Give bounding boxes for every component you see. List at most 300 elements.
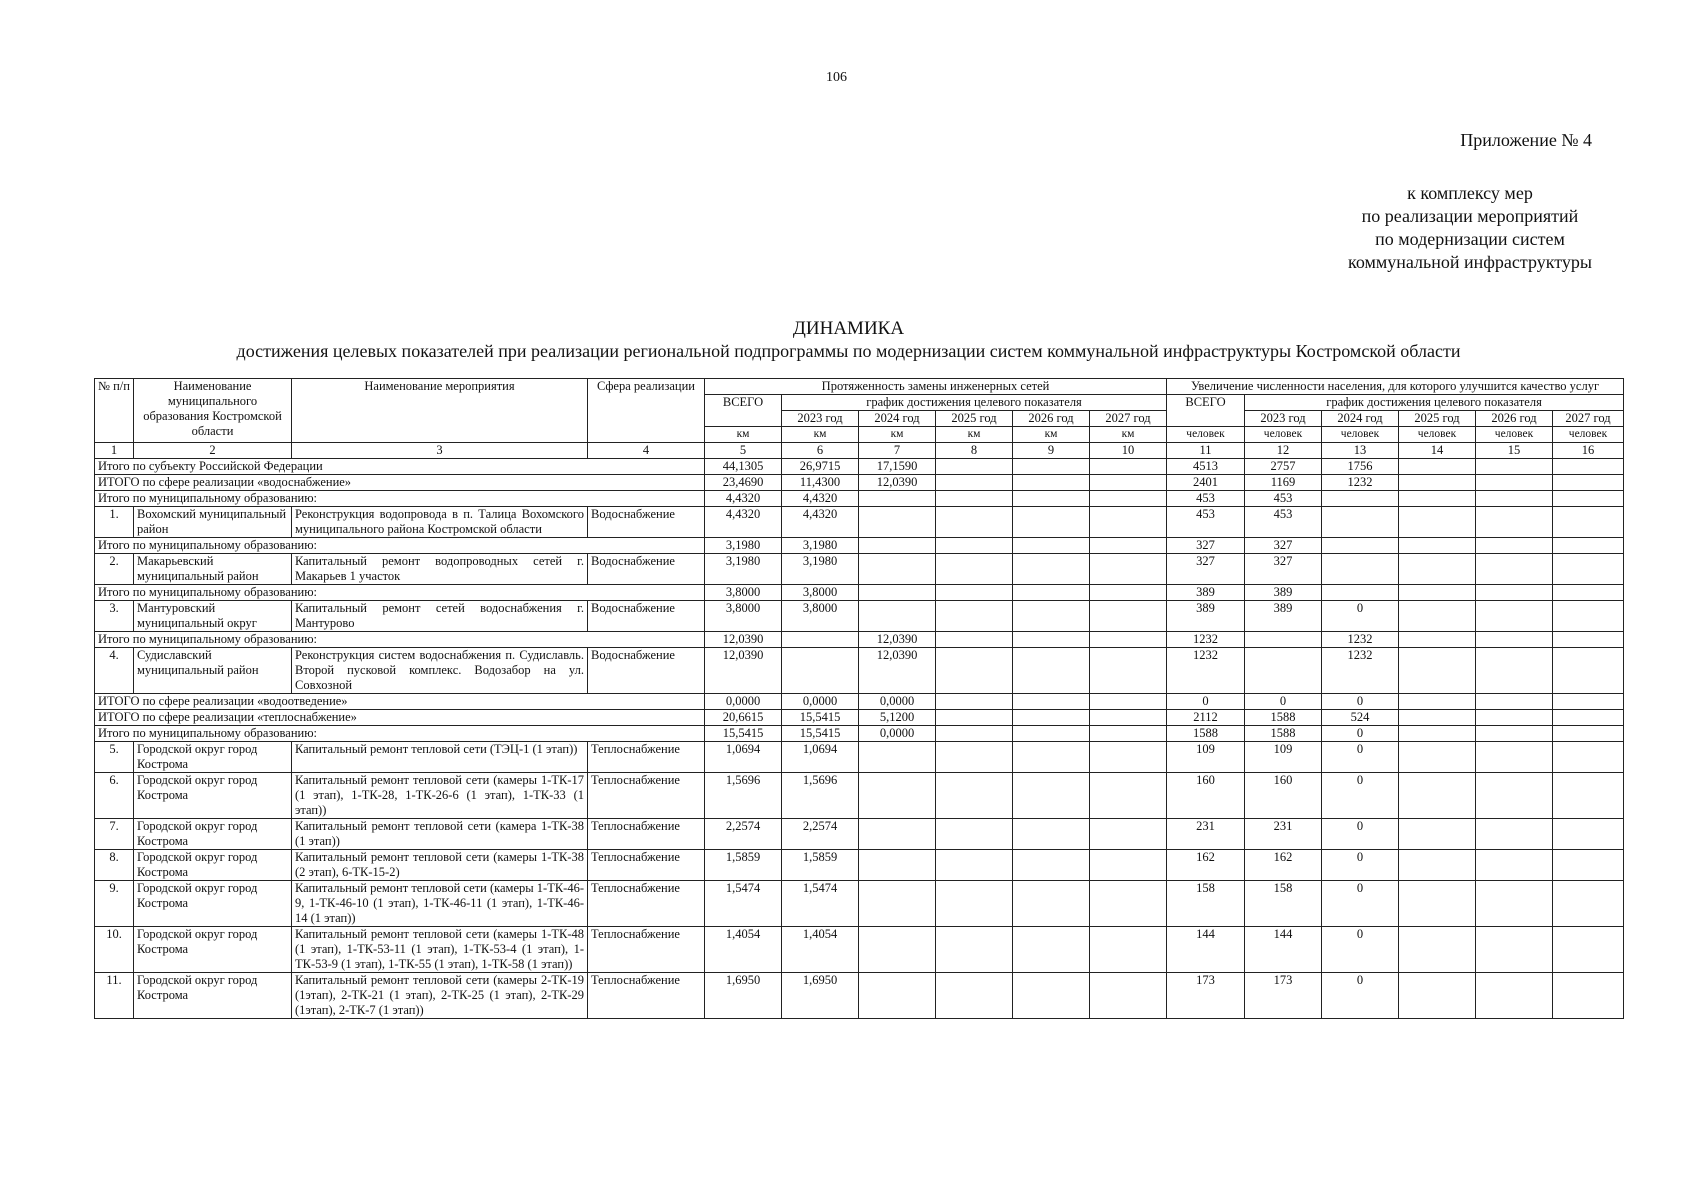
total-rf-row-km-empty xyxy=(1090,459,1167,475)
total-heat-row-km: 15,5415 xyxy=(782,710,859,726)
row-people: 0 xyxy=(1322,850,1399,881)
row-people-empty xyxy=(1476,973,1553,1019)
municipality-total-row-km: 3,8000 xyxy=(705,585,782,601)
row-people-empty xyxy=(1553,973,1624,1019)
total-water-row-people: 1169 xyxy=(1245,475,1322,491)
unit-people: человек xyxy=(1553,427,1624,443)
municipality-total-row-people: 389 xyxy=(1245,585,1322,601)
unit-km: км xyxy=(1090,427,1167,443)
row-km-empty xyxy=(1090,850,1167,881)
row-measure: Капитальный ремонт тепловой сети (камеры 2-ТК-19 (1этап), 2-ТК-21 (1 этап), 2-ТК-25 (1 этап), 2-ТК-29 (1этап), 2-ТК-7 (1 этап)) xyxy=(292,973,588,1019)
municipality-total-row-people-empty xyxy=(1553,585,1624,601)
row-number: 4. xyxy=(95,648,134,694)
row-municipality: Городской округ город Кострома xyxy=(134,742,292,773)
row-km: 3,1980 xyxy=(782,554,859,585)
row-km: 12,0390 xyxy=(705,648,782,694)
row-people: 1232 xyxy=(1167,648,1245,694)
table-row xyxy=(95,742,1624,773)
column-number: 3 xyxy=(292,443,588,459)
municipality-total-row-km: 0,0000 xyxy=(859,726,936,742)
row-km-empty xyxy=(1090,742,1167,773)
header-km-schedule: график достижения целевого показателя xyxy=(782,395,1167,411)
row-measure: Капитальный ремонт тепловой сети (камеры 1-ТК-38 (2 этап), 6-ТК-15-2) xyxy=(292,850,588,881)
row-km: 1,5474 xyxy=(705,881,782,927)
row-people-empty xyxy=(1476,927,1553,973)
row-people-empty xyxy=(1553,601,1624,632)
row-people: 160 xyxy=(1245,773,1322,819)
unit-people: человек xyxy=(1399,427,1476,443)
municipality-total-row-km xyxy=(859,585,936,601)
row-km: 3,8000 xyxy=(705,601,782,632)
row-people-empty xyxy=(1476,507,1553,538)
municipality-total-row-km: 4,4320 xyxy=(782,491,859,507)
row-km-empty xyxy=(1090,973,1167,1019)
row-km: 1,5859 xyxy=(782,850,859,881)
row-km xyxy=(859,773,936,819)
column-number: 15 xyxy=(1476,443,1553,459)
column-number: 5 xyxy=(705,443,782,459)
total-sewer-row-km-empty xyxy=(1090,694,1167,710)
total-water-row-people-empty xyxy=(1553,475,1624,491)
row-people-empty xyxy=(1399,648,1476,694)
row-km: 1,6950 xyxy=(782,973,859,1019)
municipality-total-row-label: Итого по муниципальному образованию: xyxy=(95,538,705,554)
row-km-empty xyxy=(1090,648,1167,694)
row-people: 0 xyxy=(1322,601,1399,632)
row-measure: Капитальный ремонт тепловой сети (камера 1-ТК-38 (1 этап)) xyxy=(292,819,588,850)
municipality-total-row-km-empty xyxy=(1013,726,1090,742)
row-people: 0 xyxy=(1322,927,1399,973)
total-water-row-label: ИТОГО по сфере реализации «водоснабжение» xyxy=(95,475,705,491)
total-water-row-km-empty xyxy=(1090,475,1167,491)
row-number: 9. xyxy=(95,881,134,927)
column-number: 1 xyxy=(95,443,134,459)
header-year: 2026 год xyxy=(1476,411,1553,427)
row-measure: Реконструкция систем водоснабжения п. Судиславль. Второй пусковой комплекс. Водозабор на ул. Совхозной xyxy=(292,648,588,694)
row-km: 1,5474 xyxy=(782,881,859,927)
row-km-empty xyxy=(1013,742,1090,773)
row-people: 231 xyxy=(1167,819,1245,850)
municipality-total-row-people xyxy=(1322,585,1399,601)
row-km xyxy=(782,648,859,694)
row-number: 8. xyxy=(95,850,134,881)
row-number: 7. xyxy=(95,819,134,850)
total-sewer-row-people-empty xyxy=(1399,694,1476,710)
header-people-schedule: график достижения целевого показателя xyxy=(1245,395,1624,411)
total-rf-row-people-empty xyxy=(1476,459,1553,475)
row-km-empty xyxy=(1013,507,1090,538)
row-km: 3,1980 xyxy=(705,554,782,585)
municipality-total-row-km-empty xyxy=(936,585,1013,601)
row-people: 109 xyxy=(1245,742,1322,773)
total-heat-row-km: 20,6615 xyxy=(705,710,782,726)
municipality-total-row-people xyxy=(1322,491,1399,507)
appendix-title: Приложение № 4 xyxy=(1460,130,1592,150)
row-km-empty xyxy=(936,773,1013,819)
unit-km: км xyxy=(1013,427,1090,443)
total-sewer-row-km-empty xyxy=(1013,694,1090,710)
row-km xyxy=(859,927,936,973)
total-rf-row xyxy=(95,459,1624,475)
row-km-empty xyxy=(1090,881,1167,927)
row-km-empty xyxy=(1013,850,1090,881)
row-number: 3. xyxy=(95,601,134,632)
municipality-total-row-km: 3,1980 xyxy=(782,538,859,554)
table-row xyxy=(95,601,1624,632)
total-rf-row-km: 44,1305 xyxy=(705,459,782,475)
column-number: 7 xyxy=(859,443,936,459)
municipality-total-row-people-empty xyxy=(1476,538,1553,554)
table-row xyxy=(95,927,1624,973)
header-measure: Наименование мероприятия xyxy=(292,379,588,443)
row-km-empty xyxy=(936,601,1013,632)
unit-people: человек xyxy=(1476,427,1553,443)
row-km-empty xyxy=(936,507,1013,538)
total-rf-row-km-empty xyxy=(936,459,1013,475)
row-km-empty xyxy=(1013,601,1090,632)
municipality-total-row xyxy=(95,632,1624,648)
row-people: 389 xyxy=(1167,601,1245,632)
row-people: 1232 xyxy=(1322,648,1399,694)
row-people: 173 xyxy=(1245,973,1322,1019)
unit-km: км xyxy=(782,427,859,443)
column-number: 11 xyxy=(1167,443,1245,459)
row-km-empty xyxy=(1013,773,1090,819)
municipality-total-row-km-empty xyxy=(1013,585,1090,601)
column-number: 2 xyxy=(134,443,292,459)
row-number: 1. xyxy=(95,507,134,538)
row-km-empty xyxy=(936,554,1013,585)
row-km-empty xyxy=(936,742,1013,773)
row-people: 109 xyxy=(1167,742,1245,773)
total-sewer-row-km: 0,0000 xyxy=(782,694,859,710)
row-km: 12,0390 xyxy=(859,648,936,694)
total-rf-row-km: 17,1590 xyxy=(859,459,936,475)
total-heat-row-km-empty xyxy=(936,710,1013,726)
row-km: 4,4320 xyxy=(782,507,859,538)
total-heat-row-label: ИТОГО по сфере реализации «теплоснабжение» xyxy=(95,710,705,726)
row-km-empty xyxy=(1013,648,1090,694)
column-number: 4 xyxy=(588,443,705,459)
row-km-empty xyxy=(936,927,1013,973)
header-municipality: Наименование муниципального образования Костромской области xyxy=(134,379,292,443)
row-measure: Капитальный ремонт водопроводных сетей г. Макарьев 1 участок xyxy=(292,554,588,585)
row-municipality: Макарьевский муниципальный район xyxy=(134,554,292,585)
municipality-total-row-people: 1588 xyxy=(1167,726,1245,742)
municipality-total-row-km xyxy=(782,632,859,648)
row-people-empty xyxy=(1476,819,1553,850)
row-number: 2. xyxy=(95,554,134,585)
row-sphere: Водоснабжение xyxy=(588,507,705,538)
row-km xyxy=(859,554,936,585)
unit-people: человек xyxy=(1167,427,1245,443)
row-km-empty xyxy=(936,850,1013,881)
municipality-total-row-km xyxy=(859,491,936,507)
municipality-total-row-people-empty xyxy=(1553,726,1624,742)
municipality-total-row-km-empty xyxy=(1013,632,1090,648)
row-number: 6. xyxy=(95,773,134,819)
table-row xyxy=(95,881,1624,927)
row-people-empty xyxy=(1476,881,1553,927)
table-body xyxy=(95,459,1624,1019)
municipality-total-row-people: 0 xyxy=(1322,726,1399,742)
appendix-subtitle: к комплексу мер по реализации мероприятий по модернизации систем коммунальной инфраструктуры xyxy=(1348,183,1592,272)
municipality-total-row-km: 12,0390 xyxy=(859,632,936,648)
total-heat-row xyxy=(95,710,1624,726)
row-sphere: Теплоснабжение xyxy=(588,773,705,819)
row-measure: Капитальный ремонт тепловой сети (камеры 1-ТК-48 (1 этап), 1-ТК-53-11 (1 этап), 1-ТК-53-4 (1 этап), 1-ТК-53-9 (1 этап), 1-ТК-55 (1 этап), 1-ТК-58 (1 этап)) xyxy=(292,927,588,973)
column-number: 12 xyxy=(1245,443,1322,459)
municipality-total-row-km-empty xyxy=(1090,726,1167,742)
row-km-empty xyxy=(936,881,1013,927)
row-km-empty xyxy=(1013,927,1090,973)
total-sewer-row-km-empty xyxy=(936,694,1013,710)
total-water-row-km: 11,4300 xyxy=(782,475,859,491)
row-km: 3,8000 xyxy=(782,601,859,632)
row-people-empty xyxy=(1399,819,1476,850)
total-water-row xyxy=(95,475,1624,491)
row-people-empty xyxy=(1399,973,1476,1019)
municipality-total-row-people-empty xyxy=(1399,538,1476,554)
row-people-empty xyxy=(1476,742,1553,773)
municipality-total-row-people-empty xyxy=(1553,632,1624,648)
row-people xyxy=(1322,554,1399,585)
row-km xyxy=(859,881,936,927)
document-subtitle: достижения целевых показателей при реализации региональной подпрограммы по модернизации систем коммунальной инфраструктуры Костромской области xyxy=(236,341,1461,361)
municipality-total-row-people: 1232 xyxy=(1322,632,1399,648)
header-sphere: Сфера реализации xyxy=(588,379,705,443)
row-number: 11. xyxy=(95,973,134,1019)
dynamics-table xyxy=(94,378,1624,1019)
row-municipality: Городской округ город Кострома xyxy=(134,927,292,973)
table-row xyxy=(95,648,1624,694)
row-km-empty xyxy=(936,973,1013,1019)
total-rf-row-people: 4513 xyxy=(1167,459,1245,475)
row-people-empty xyxy=(1553,507,1624,538)
total-water-row-people-empty xyxy=(1476,475,1553,491)
row-km-empty xyxy=(1013,973,1090,1019)
row-municipality: Городской округ город Кострома xyxy=(134,819,292,850)
total-sewer-row-people: 0 xyxy=(1322,694,1399,710)
row-people-empty xyxy=(1476,773,1553,819)
total-water-row-people: 1232 xyxy=(1322,475,1399,491)
row-km: 1,0694 xyxy=(782,742,859,773)
row-km: 1,5696 xyxy=(782,773,859,819)
municipality-total-row-people: 1588 xyxy=(1245,726,1322,742)
total-sewer-row-label: ИТОГО по сфере реализации «водоотведение» xyxy=(95,694,705,710)
row-people-empty xyxy=(1399,850,1476,881)
row-km xyxy=(859,819,936,850)
municipality-total-row-km-empty xyxy=(1090,632,1167,648)
municipality-total-row-people-empty xyxy=(1399,585,1476,601)
row-people-empty xyxy=(1476,850,1553,881)
row-people: 0 xyxy=(1322,773,1399,819)
row-municipality: Городской округ город Кострома xyxy=(134,881,292,927)
header-year: 2027 год xyxy=(1553,411,1624,427)
total-sewer-row-km: 0,0000 xyxy=(705,694,782,710)
row-people-empty xyxy=(1553,773,1624,819)
row-people-empty xyxy=(1553,554,1624,585)
unit-people: человек xyxy=(1322,427,1399,443)
row-people xyxy=(1322,507,1399,538)
row-people: 173 xyxy=(1167,973,1245,1019)
municipality-total-row-label: Итого по муниципальному образованию: xyxy=(95,585,705,601)
municipality-total-row-people: 327 xyxy=(1167,538,1245,554)
row-km xyxy=(859,601,936,632)
row-people-empty xyxy=(1553,819,1624,850)
header-year: 2027 год xyxy=(1090,411,1167,427)
municipality-total-row-km-empty xyxy=(1013,491,1090,507)
row-people-empty xyxy=(1553,881,1624,927)
row-km-empty xyxy=(1013,819,1090,850)
row-sphere: Водоснабжение xyxy=(588,601,705,632)
row-km: 2,2574 xyxy=(705,819,782,850)
total-heat-row-people: 2112 xyxy=(1167,710,1245,726)
row-people: 162 xyxy=(1167,850,1245,881)
total-rf-row-people-empty xyxy=(1399,459,1476,475)
row-sphere: Теплоснабжение xyxy=(588,973,705,1019)
column-number: 13 xyxy=(1322,443,1399,459)
row-people-empty xyxy=(1399,881,1476,927)
total-rf-row-km: 26,9715 xyxy=(782,459,859,475)
table-row xyxy=(95,773,1624,819)
municipality-total-row-km-empty xyxy=(1013,538,1090,554)
municipality-total-row xyxy=(95,538,1624,554)
municipality-total-row-people xyxy=(1245,632,1322,648)
header-year: 2024 год xyxy=(1322,411,1399,427)
total-rf-row-people-empty xyxy=(1553,459,1624,475)
municipality-total-row-people: 1232 xyxy=(1167,632,1245,648)
total-water-row-people: 2401 xyxy=(1167,475,1245,491)
row-people-empty xyxy=(1399,927,1476,973)
municipality-total-row-people-empty xyxy=(1553,491,1624,507)
total-heat-row-km-empty xyxy=(1090,710,1167,726)
row-people: 144 xyxy=(1167,927,1245,973)
row-people-empty xyxy=(1399,507,1476,538)
total-heat-row-people-empty xyxy=(1399,710,1476,726)
column-number: 6 xyxy=(782,443,859,459)
municipality-total-row-km-empty xyxy=(936,538,1013,554)
header-year: 2023 год xyxy=(1245,411,1322,427)
row-km xyxy=(859,850,936,881)
total-rf-row-label: Итого по субъекту Российской Федерации xyxy=(95,459,705,475)
header-year: 2023 год xyxy=(782,411,859,427)
total-rf-row-people: 1756 xyxy=(1322,459,1399,475)
table-row xyxy=(95,819,1624,850)
row-people: 327 xyxy=(1245,554,1322,585)
municipality-total-row-people: 453 xyxy=(1167,491,1245,507)
row-sphere: Теплоснабжение xyxy=(588,881,705,927)
row-km-empty xyxy=(1090,507,1167,538)
document-title: ДИНАМИКА xyxy=(792,318,905,339)
row-people-empty xyxy=(1399,742,1476,773)
municipality-total-row-km-empty xyxy=(1090,491,1167,507)
row-km-empty xyxy=(1090,819,1167,850)
row-km-empty xyxy=(1013,554,1090,585)
row-km: 1,5859 xyxy=(705,850,782,881)
row-sphere: Водоснабжение xyxy=(588,554,705,585)
row-km-empty xyxy=(1090,601,1167,632)
header-year: 2025 год xyxy=(1399,411,1476,427)
header-year: 2024 год xyxy=(859,411,936,427)
total-water-row-km: 12,0390 xyxy=(859,475,936,491)
row-km-empty xyxy=(936,819,1013,850)
municipality-total-row-people-empty xyxy=(1399,491,1476,507)
row-measure: Капитальный ремонт тепловой сети (камеры 1-ТК-46-9, 1-ТК-46-10 (1 этап), 1-ТК-46-11 (1 этап), 1-ТК-46-14 (1 этап)) xyxy=(292,881,588,927)
row-people: 389 xyxy=(1245,601,1322,632)
total-rf-row-people: 2757 xyxy=(1245,459,1322,475)
municipality-total-row-label: Итого по муниципальному образованию: xyxy=(95,632,705,648)
row-sphere: Теплоснабжение xyxy=(588,927,705,973)
header-people-total: ВСЕГО xyxy=(1167,395,1245,427)
row-km-empty xyxy=(1090,927,1167,973)
row-km: 4,4320 xyxy=(705,507,782,538)
row-measure: Капитальный ремонт сетей водоснабжения г. Мантурово xyxy=(292,601,588,632)
municipality-total-row-km: 4,4320 xyxy=(705,491,782,507)
header-year: 2026 год xyxy=(1013,411,1090,427)
column-number: 10 xyxy=(1090,443,1167,459)
row-people: 231 xyxy=(1245,819,1322,850)
municipality-total-row-people-empty xyxy=(1476,585,1553,601)
total-water-row-km-empty xyxy=(936,475,1013,491)
municipality-total-row-people: 389 xyxy=(1167,585,1245,601)
row-people-empty xyxy=(1476,554,1553,585)
row-people: 0 xyxy=(1322,973,1399,1019)
row-people: 0 xyxy=(1322,819,1399,850)
total-water-row-people-empty xyxy=(1399,475,1476,491)
row-km-empty xyxy=(1090,773,1167,819)
total-sewer-row-people-empty xyxy=(1553,694,1624,710)
municipality-total-row-km-empty xyxy=(936,491,1013,507)
row-km: 1,6950 xyxy=(705,973,782,1019)
municipality-total-row-km: 15,5415 xyxy=(782,726,859,742)
row-sphere: Теплоснабжение xyxy=(588,742,705,773)
municipality-total-row-km: 15,5415 xyxy=(705,726,782,742)
header-population-group: Увеличение численности населения, для которого улучшится качество услуг xyxy=(1167,379,1624,395)
row-people-empty xyxy=(1399,554,1476,585)
column-number: 8 xyxy=(936,443,1013,459)
unit-km: км xyxy=(936,427,1013,443)
row-people: 162 xyxy=(1245,850,1322,881)
unit-people: человек xyxy=(1245,427,1322,443)
row-people: 158 xyxy=(1167,881,1245,927)
municipality-total-row-people-empty xyxy=(1553,538,1624,554)
total-sewer-row xyxy=(95,694,1624,710)
municipality-total-row-km: 3,1980 xyxy=(705,538,782,554)
row-people-empty xyxy=(1553,742,1624,773)
municipality-total-row-people: 327 xyxy=(1245,538,1322,554)
row-people: 0 xyxy=(1322,881,1399,927)
row-measure: Капитальный ремонт тепловой сети (камеры 1-ТК-17 (1 этап), 1-ТК-28, 1-ТК-26-6 (1 этап), 1-ТК-33 (1 этап)) xyxy=(292,773,588,819)
municipality-total-row-people-empty xyxy=(1399,726,1476,742)
column-number: 9 xyxy=(1013,443,1090,459)
row-municipality: Городской округ город Кострома xyxy=(134,773,292,819)
row-km: 2,2574 xyxy=(782,819,859,850)
table-header xyxy=(95,379,1624,459)
municipality-total-row-km-empty xyxy=(936,632,1013,648)
row-people-empty xyxy=(1553,648,1624,694)
total-sewer-row-people: 0 xyxy=(1245,694,1322,710)
row-municipality: Городской округ город Кострома xyxy=(134,850,292,881)
row-people: 327 xyxy=(1167,554,1245,585)
page-number: 106 xyxy=(826,70,847,85)
total-water-row-km-empty xyxy=(1013,475,1090,491)
total-sewer-row-people-empty xyxy=(1476,694,1553,710)
row-people-empty xyxy=(1399,773,1476,819)
municipality-total-row-people: 453 xyxy=(1245,491,1322,507)
row-number: 5. xyxy=(95,742,134,773)
header-length-group: Протяженность замены инженерных сетей xyxy=(705,379,1167,395)
